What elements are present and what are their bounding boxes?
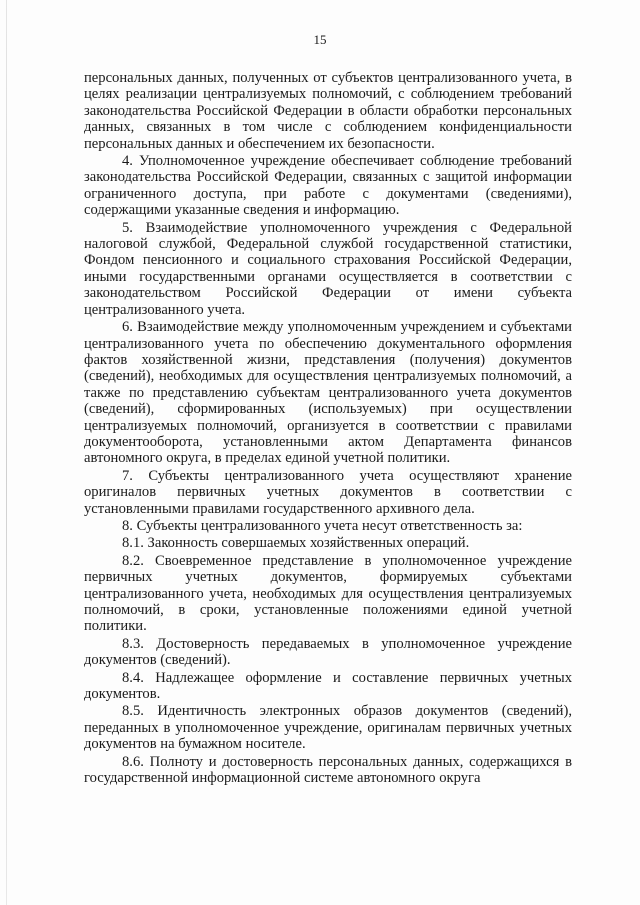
paragraph-8: 8. Субъекты централизованного учета несут ответственность за: [122, 517, 523, 534]
page-number: 15 [313, 32, 327, 47]
paragraph-6: 6. Взаимодействие между уполномоченным учреждением и субъектами централизованного учета по обеспечению документального оформления фактов хозяйственной жизни, представления (получения) документов (сведений), необходимых для осуществления централизуемых полномочий, а также по представлению субъектам централизованного учета документов (сведений), сформированных (используемых) при осуществлении централизуемых полномочий, организуется в соответствии с правилами документооборота, установленными актом Департамента финансов автономного округа, в пределах единой учетной политики. [84, 319, 572, 467]
paragraph-8-1: 8.1. Законность совершаемых хозяйственных операций. [122, 535, 470, 552]
paragraph-8-6: 8.6. Полноту и достоверность персональных данных, содержащихся в государственной информационной системе автономного округа [84, 753, 572, 787]
paragraph-8-5: 8.5. Идентичность электронных образов документов (сведений), переданных в уполномоченное учреждение, оригиналам первичных учетных документов на бумажном носителе. [84, 703, 572, 753]
paragraph-5: 5. Взаимодействие уполномоченного учреждения с Федеральной налоговой службой, Федеральной службой государственной статистики, Фондом пенсионного и социального страхования Российской Федерации, иными государственными органами осуществляется в соответствии с законодательством Российской Федерации от имени субъекта централизованного учета. [84, 219, 572, 318]
scan-edge-line [6, 0, 7, 905]
paragraph-4: 4. Уполномоченное учреждение обеспечивает соблюдение требований законодательства Российской Федерации, связанных с защитой информации ограниченного доступа, при работе с документами (сведениями), содержащими указанные сведения и информацию. [84, 153, 572, 219]
paragraph-8-3: 8.3. Достоверность передаваемых в уполномоченное учреждение документов (сведений). [84, 635, 572, 669]
paragraph-7: 7. Субъекты централизованного учета осуществляют хранение оригиналов первичных учетных документов в соответствии с установленными правилами государственного архивного дела. [84, 467, 572, 517]
document-body [84, 70, 572, 786]
paragraph-8-2: 8.2. Своевременное представление в уполномоченное учреждение первичных учетных документов, формируемых субъектами централизованного учета, необходимых для осуществления централизуемых полномочий, в сроки, установленные положениями единой учетной политики. [84, 552, 572, 635]
paragraph-continuation: персональных данных, полученных от субъектов централизованного учета, в целях реализации централизуемых полномочий, с соблюдением требований законодательства Российской Федерации в области обработки персональных данных, связанных в том числе с соблюдением конфиденциальности персональных данных и обеспечением их безопасности. [84, 70, 572, 152]
paragraph-8-4: 8.4. Надлежащее оформление и составление первичных учетных документов. [84, 669, 572, 703]
